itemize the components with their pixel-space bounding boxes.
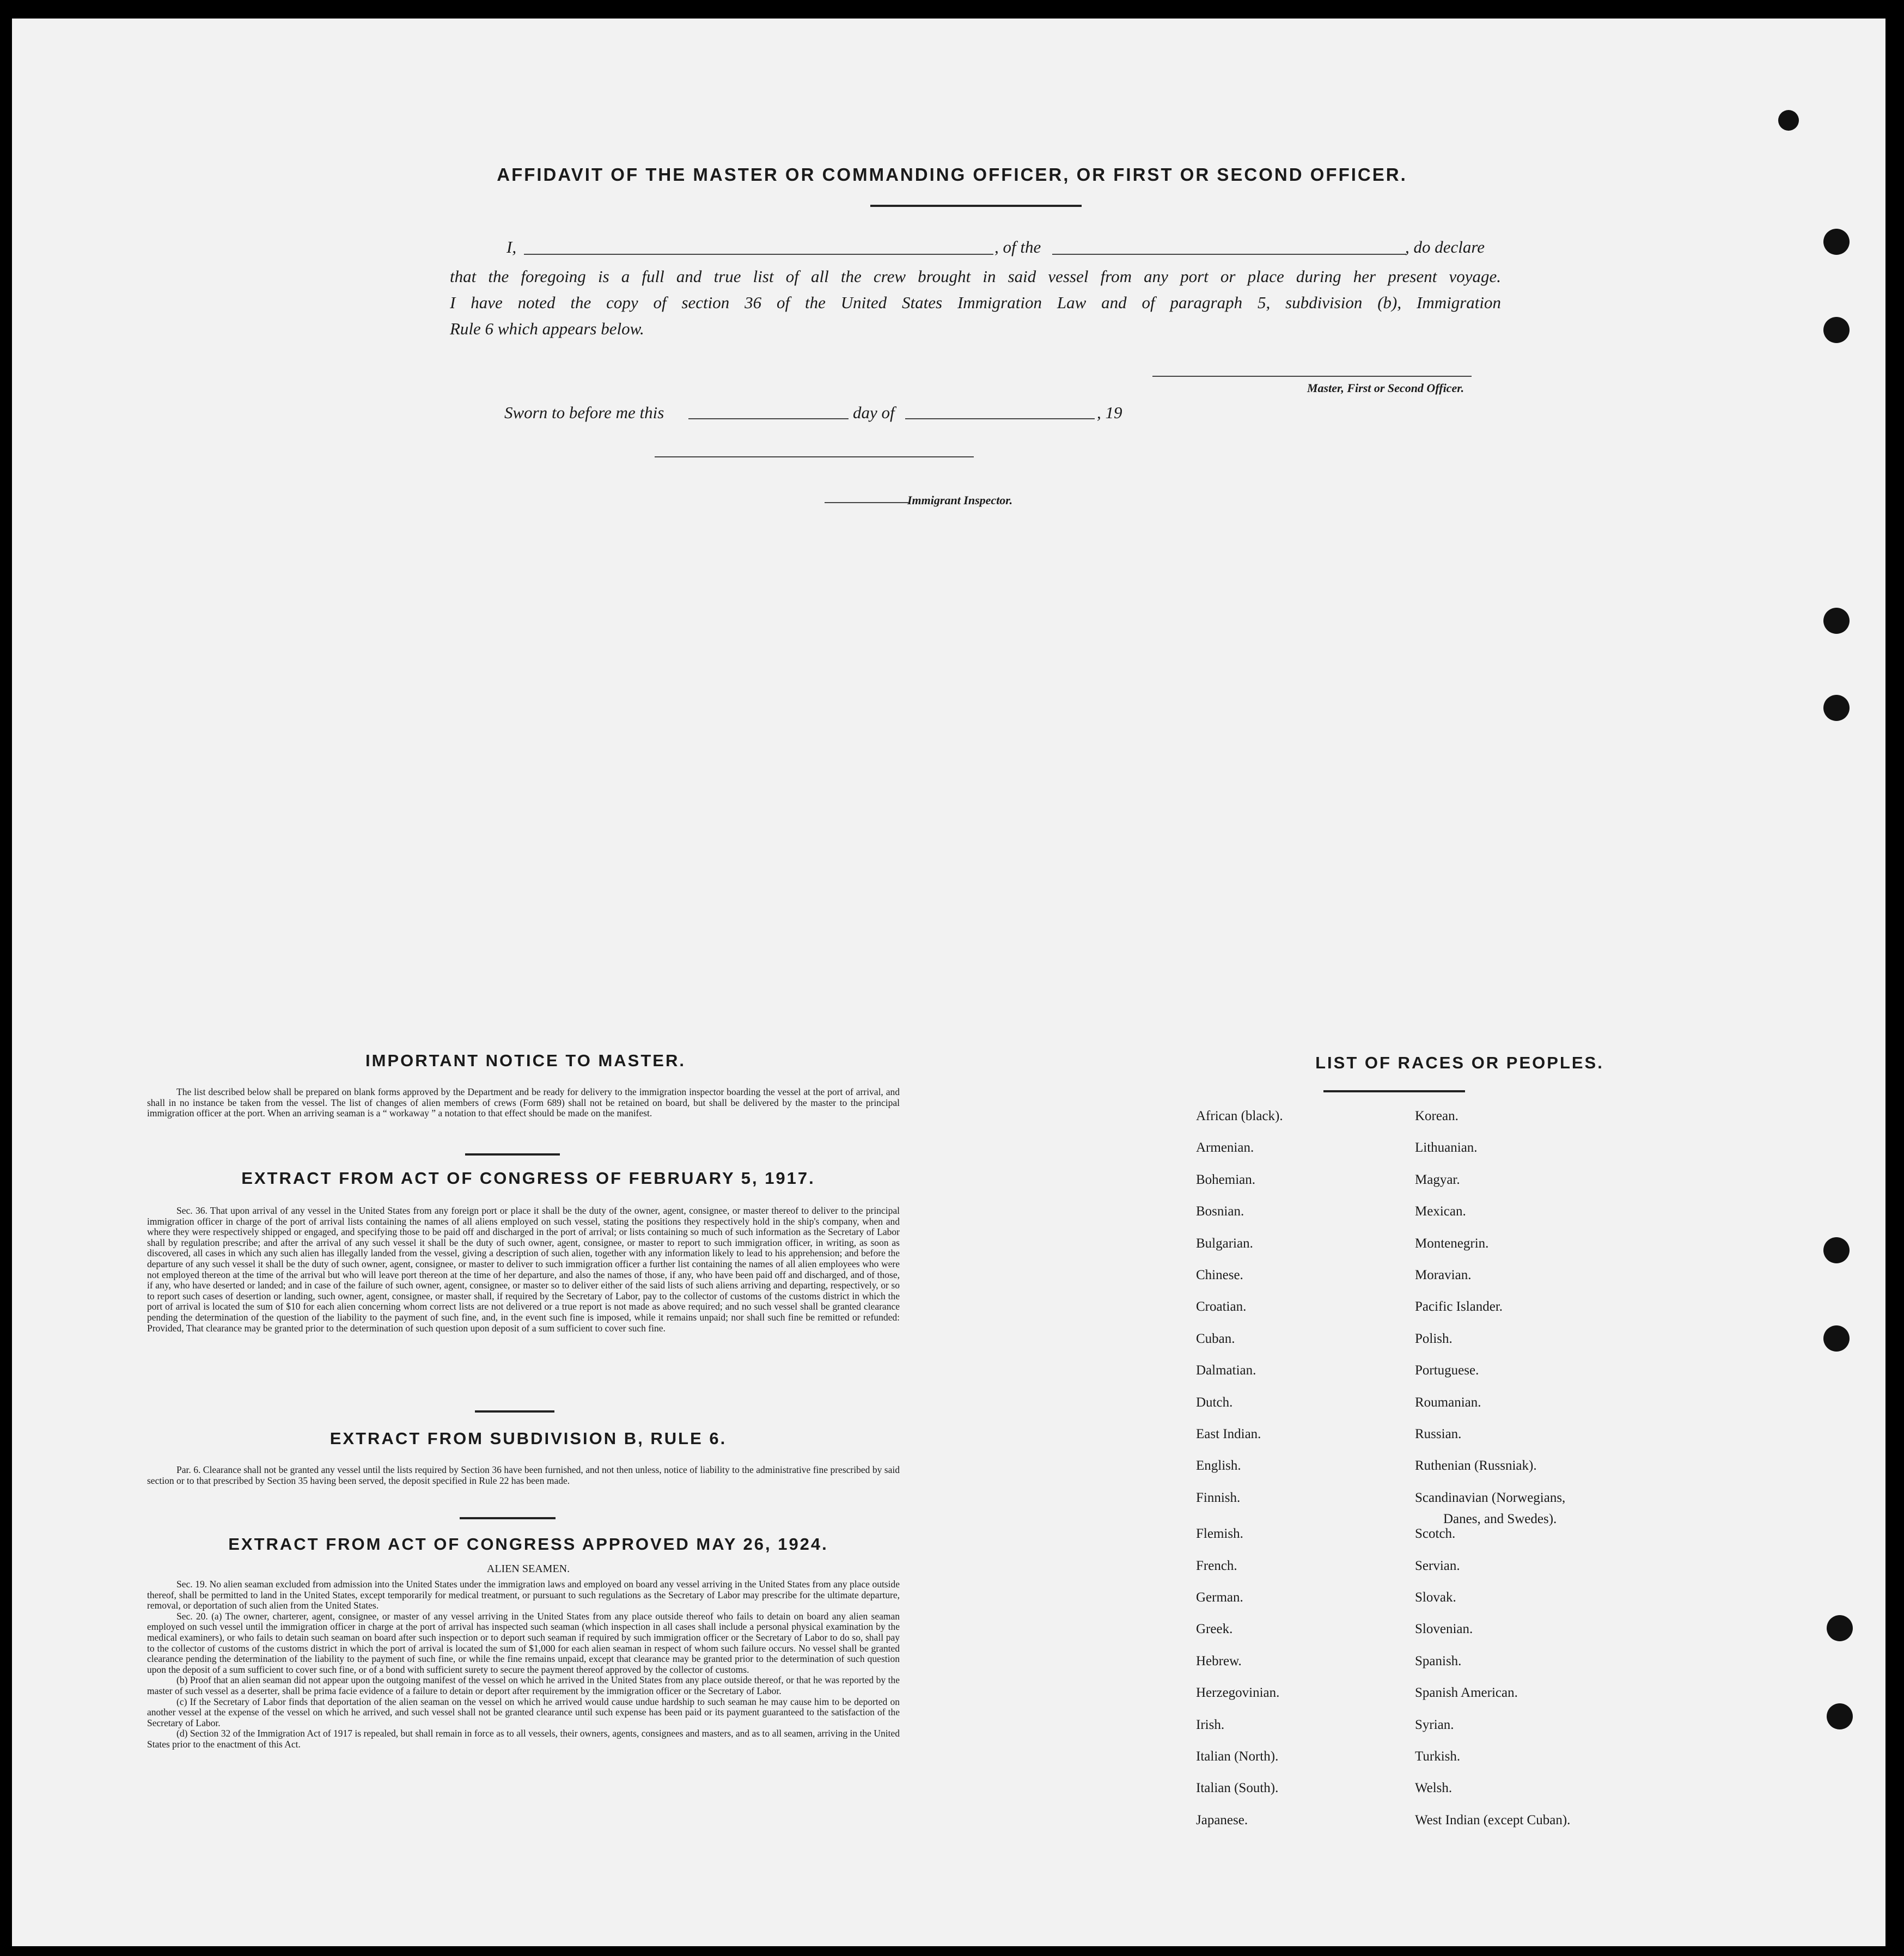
notice-heading: IMPORTANT NOTICE TO MASTER.	[365, 1051, 686, 1070]
section-rule	[475, 1410, 554, 1413]
title-rule	[870, 205, 1082, 207]
race-item: West Indian (except Cuban).	[1415, 1812, 1571, 1827]
race-item: Syrian.	[1415, 1717, 1454, 1732]
race-item: East Indian.	[1196, 1427, 1261, 1441]
race-item: English.	[1196, 1458, 1241, 1474]
race-item: French.	[1196, 1558, 1237, 1573]
punch-hole	[1778, 110, 1799, 131]
punch-hole	[1823, 608, 1850, 634]
race-item: Finnish.	[1196, 1490, 1241, 1505]
race-item: Spanish.	[1415, 1653, 1462, 1668]
race-item: Polish.	[1415, 1331, 1453, 1346]
race-item: Lithuanian.	[1415, 1140, 1478, 1156]
sec19-paragraph: Sec. 19. No alien seaman excluded from admission into the United States under the immigration laws and employed on board any vessel arriving in the United States from any place outside thereof, shall be permitted to land in the United States, except temporarily for medical treatment, or pursuant to such regulations as the Secretary of Labor may prescribe for the ultimate departure, removal, or deportation of such alien from the United States.	[147, 1579, 900, 1611]
sworn-day-field[interactable]	[688, 418, 849, 419]
punch-hole	[1827, 1615, 1853, 1641]
sec20b-paragraph: (b) Proof that an alien seaman did not appear upon the outgoing manifest of the vessel on which he arrived in the United States from any place outside thereof, or that he was reported by the master of such vessel as a deserter, shall be prima facie evidence of a failure to detain or deport after requirement by the immigration officer or the Secretary of Labor.	[147, 1674, 900, 1696]
race-item: Bosnian.	[1196, 1204, 1244, 1219]
race-item: Cuban.	[1196, 1331, 1235, 1346]
race-item: Italian (South).	[1196, 1781, 1279, 1796]
race-item: Slovenian.	[1415, 1622, 1473, 1637]
notice-paragraph: The list described below shall be prepared on blank forms approved by the Department and be ready for delivery to the immigration inspector boarding the vessel at the port of arrival, and shall in no instance be taken from the vessel. The list of changes of alien members of crews (Form 689) shall not be retained on board, but shall be delivered by the master to the principal immigration officer at the port. When an arriving seaman is a “ workaway ” a notation to that effect should be made on the manifest.	[147, 1086, 900, 1119]
declaration-line: Rule 6 which appears below.	[450, 319, 644, 338]
declaration-line: that the foregoing is a full and true list of all the crew brought in said vessel from any port or place during her present voyage.	[450, 267, 1501, 286]
master-signature-line[interactable]	[1152, 376, 1472, 377]
race-item: Japanese.	[1196, 1812, 1248, 1827]
rule6-body	[147, 1465, 900, 1486]
race-item: Italian (North).	[1196, 1749, 1279, 1764]
extract-1917-paragraph: Sec. 36. That upon arrival of any vessel in the United States from any foreign port or place it shall be the duty of the owner, agent, consignee, or master thereof to deliver to the principal immigration officer in charge of the port of arrival lists containing the names of all aliens employed on such vessel, stating the positions they respectively hold in the ship's company, when and where they were respectively shipped or engaged, and specifying those to be paid off and discharged in the port of arrival; or lists containing so much of such information as the Secretary of Labor shall by regulation prescribe; and after the arrival of any such vessel it shall be the duty of such owner, agent, consignee, or master to report to such immigration officer, in writing, as soon as discovered, all cases in which any such alien has illegally landed from the vessel, giving a description of such alien, together with any information likely to lead to his apprehension; and before the departure of any such vessel it shall be the duty of such owner, agent, consignee, or master to deliver to such immigration officer a further list containing the names of all alien employees who were not employed thereon at the time of the arrival but who will leave port thereon at the time of her departure, and also the names of those, if any, who have been paid off and discharged, and of those, if any, who have deserted or landed; and in case of the failure of such owner, agent, consignee, or master so to deliver either of the said lists of such aliens arriving and departing, respectively, or so to report such cases of desertion or landing, such owner, agent, consignee, or master shall, if required by the Secretary of Labor, pay to the collector of customs of the customs district in which the port of arrival is located the sum of $10 for each alien concerning whom correct lists are not delivered or a true report is not made as above required; and no such vessel shall be granted clearance pending the determination of the question of the liability to the payment of such fine, and, in the event such fine is imposed, while it remains unpaid; nor shall such fine be remitted or refunded: Provided, That clearance may be granted prior to the determination of such question upon deposit of a sum sufficient to cover such fine.	[147, 1205, 900, 1334]
race-item: Turkish.	[1415, 1749, 1461, 1764]
master-signature-label: Master, First or Second Officer.	[1307, 381, 1464, 395]
race-item: Moravian.	[1415, 1268, 1472, 1282]
race-item: Danes, and Swedes).	[1443, 1512, 1557, 1526]
race-item: Scandinavian (Norwegians,	[1415, 1490, 1566, 1505]
race-item: African (black).	[1196, 1109, 1283, 1123]
declarant-prefix: I,	[506, 237, 517, 256]
punch-hole	[1823, 1237, 1850, 1263]
declare-label: , do declare	[1405, 237, 1485, 256]
race-item: Herzegovinian.	[1196, 1685, 1280, 1701]
race-item: Roumanian.	[1415, 1395, 1481, 1410]
section-rule	[460, 1517, 556, 1519]
race-item: Welsh.	[1415, 1781, 1453, 1796]
races-heading: LIST OF RACES OR PEOPLES.	[1315, 1053, 1604, 1072]
sec20a-paragraph: Sec. 20. (a) The owner, charterer, agent, consignee, or master of any vessel arriving in the United States from any place outside thereof who fails to detain on board any alien seaman employed on such vessel until the immigration officer in charge at the port of arrival has inspected such seaman (which inspection in all cases shall include a personal physical examination by the medical examiners), or who fails to detain such seaman on board after such inspection or to deport such seaman if required by such immigration officer or the Secretary of Labor to do so, shall pay to the collector of customs of the customs district in which the port of arrival is located the sum of $1,000 for each alien seaman in respect of whom such failure occurs. No vessel shall be granted clearance pending the determination of the liability to the payment of such fine, or while the fine remains unpaid, except that clearance may be granted prior to the determination of such question upon the deposit of a sum sufficient to cover such fine, or of a bond with sufficient surety to secure the payment thereof approved by the collector of customs.	[147, 1610, 900, 1675]
section-rule	[465, 1153, 560, 1156]
rule6-heading: EXTRACT FROM SUBDIVISION B, RULE 6.	[329, 1429, 727, 1448]
alien-seamen-subheading: ALIEN SEAMEN.	[486, 1563, 570, 1575]
race-item: Montenegrin.	[1415, 1236, 1489, 1251]
race-item: Dutch.	[1196, 1395, 1233, 1410]
race-item: Servian.	[1415, 1558, 1460, 1573]
race-item: Portuguese.	[1415, 1363, 1479, 1378]
inspector-short-line	[825, 502, 908, 503]
affidavit-title: AFFIDAVIT OF THE MASTER OR COMMANDING OFFICER, OR FIRST OR SECOND OFFICER.	[497, 164, 1407, 185]
declarant-line	[506, 237, 516, 257]
extract-1924-heading: EXTRACT FROM ACT OF CONGRESS APPROVED MAY 26, 1924.	[228, 1535, 828, 1554]
notice-body	[147, 1087, 900, 1119]
extract-1917-heading: EXTRACT FROM ACT OF CONGRESS OF FEBRUARY 5, 1917.	[241, 1169, 815, 1188]
declaration-line: I have noted the copy of section 36 of the United States Immigration Law and of paragraph 5, subdivision (b), Immigration	[450, 293, 1501, 312]
race-item: Magyar.	[1415, 1172, 1460, 1187]
race-item: Bohemian.	[1196, 1172, 1256, 1187]
sec20c-paragraph: (c) If the Secretary of Labor finds that deportation of the alien seaman on the vessel on which he arrived would cause undue hardship to such seaman he may cause him to be deported on another vessel at the expense of the vessel on which he arrived, and such vessel shall not be granted clearance until such expense has been paid or its payment guaranteed to the satisfaction of the Secretary of Labor.	[147, 1696, 900, 1728]
punch-hole	[1823, 695, 1850, 721]
race-item: Scotch.	[1415, 1526, 1456, 1542]
extract-1924-body	[147, 1579, 900, 1750]
race-item: Greek.	[1196, 1622, 1233, 1637]
rule6-paragraph: Par. 6. Clearance shall not be granted any vessel until the lists required by Section 36 have been furnished, and not then unless, notice of liability to the administrative fine prescribed by said section or to that prescribed by Section 35 having been served, the deposit specified in Rule 22 has been made.	[147, 1464, 900, 1486]
race-item: Bulgarian.	[1196, 1236, 1253, 1251]
race-item: Russian.	[1415, 1427, 1462, 1441]
race-item: Spanish American.	[1415, 1685, 1518, 1701]
declarant-name-field[interactable]	[524, 254, 993, 255]
race-item: Armenian.	[1196, 1140, 1254, 1156]
day-of-label: day of	[853, 403, 895, 422]
race-item: Mexican.	[1415, 1204, 1466, 1219]
punch-hole	[1823, 1325, 1850, 1352]
race-item: Chinese.	[1196, 1268, 1243, 1282]
inspector-signature-line[interactable]	[655, 456, 974, 457]
declaration-text	[450, 264, 1501, 342]
races-rule	[1323, 1090, 1465, 1092]
race-item: German.	[1196, 1590, 1243, 1605]
sworn-month-field[interactable]	[905, 418, 1095, 419]
race-item: Hebrew.	[1196, 1653, 1242, 1668]
race-item: Slovak.	[1415, 1590, 1456, 1605]
inspector-label: Immigrant Inspector.	[907, 493, 1013, 507]
race-item: Dalmatian.	[1196, 1363, 1256, 1378]
of-the-label: , of the	[994, 237, 1041, 256]
vessel-name-field[interactable]	[1052, 254, 1406, 255]
race-item: Ruthenian (Russniak).	[1415, 1458, 1537, 1474]
punch-hole	[1827, 1703, 1853, 1729]
extract-1917-body	[147, 1206, 900, 1334]
sec20d-paragraph: (d) Section 32 of the Immigration Act of 1917 is repealed, but shall remain in force as to all vessels, their owners, agents, consignees and masters, and as to all seamen, arriving in the United States prior to the enactment of this Act.	[147, 1728, 900, 1750]
race-item: Pacific Islander.	[1415, 1299, 1503, 1315]
sworn-label: Sworn to before me this	[504, 403, 664, 422]
year-label: , 19	[1097, 403, 1122, 422]
race-item: Korean.	[1415, 1109, 1458, 1123]
punch-hole	[1823, 229, 1850, 255]
race-item: Croatian.	[1196, 1299, 1247, 1315]
race-item: Irish.	[1196, 1717, 1225, 1732]
punch-hole	[1823, 317, 1850, 343]
race-item: Flemish.	[1196, 1526, 1243, 1542]
